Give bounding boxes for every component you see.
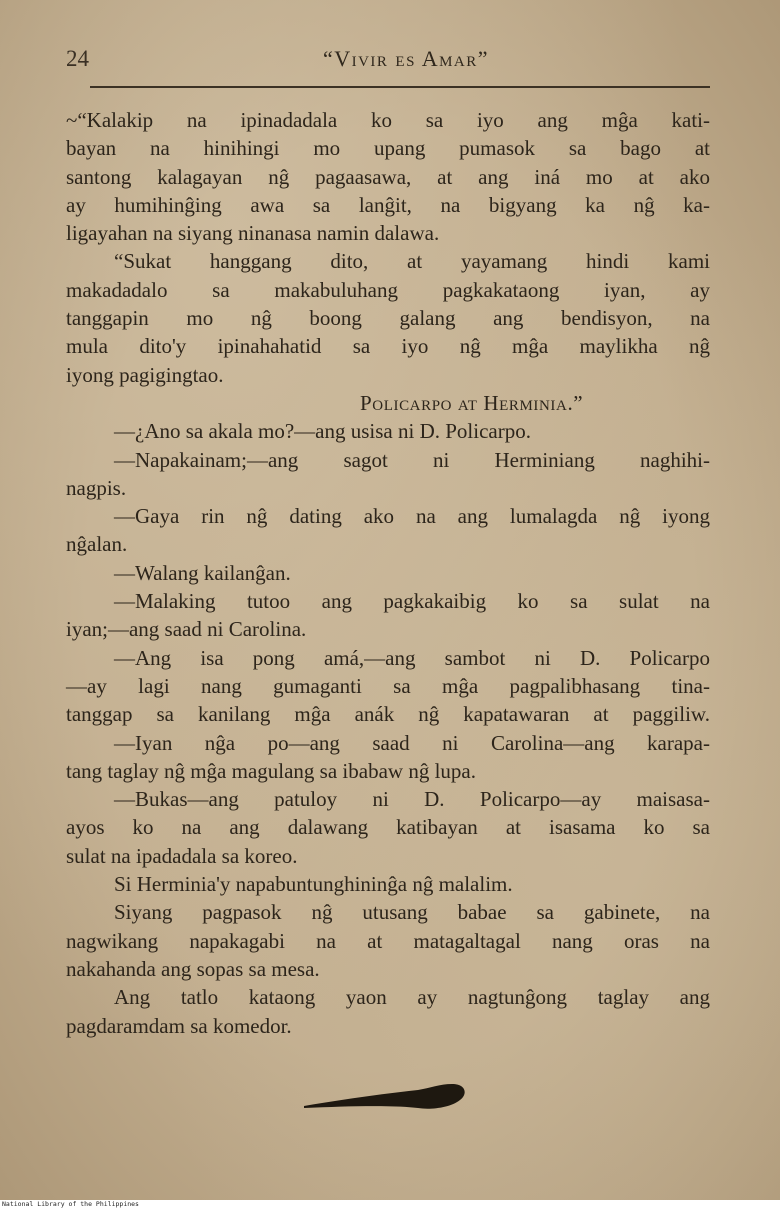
text-line: pagdaramdam sa komedor. (66, 1013, 292, 1038)
body-text (66, 106, 710, 1040)
scan-credit: National Library of the Philippines (2, 1200, 139, 1208)
text-line: tanggapin mo nĝ boong galang ang bendisyon, na (66, 306, 710, 331)
text-line: —ay lagi nang gumaganti sa mĝa pagpalibhasang tina- (66, 673, 710, 698)
text-line: bayan na hinihingi mo upang pumasok sa bago at (66, 136, 710, 161)
text-line: —Iyan nĝa po—ang saad ni Carolina—ang karapa- (114, 730, 710, 755)
text-line: tanggap sa kanilang mĝa anák nĝ kapatawaran at paggiliw. (66, 702, 710, 727)
text-line: —Napakainam;—ang sagot ni Herminiang naghihi- (114, 447, 710, 472)
tailpiece-flourish-icon (300, 1078, 470, 1114)
text-line: —Bukas—ang patuloy ni D. Policarpo—ay maisasa- (114, 787, 710, 812)
text-line: “Sukat hanggang dito, at yayamang hindi kami (114, 249, 710, 274)
text-line: iyan;—ang saad ni Carolina. (66, 617, 307, 642)
text-line: tang taglay nĝ mĝa magulang sa ibabaw nĝ lupa. (66, 758, 476, 783)
text-line: Ang tatlo kataong yaon ay nagtunĝong taglay ang (114, 985, 710, 1010)
text-line: —Walang kailanĝan. (114, 560, 291, 585)
text-line: nagwikang napakagabi na at matagaltagal nang oras na (66, 928, 710, 953)
text-line: mula dito'y ipinahahatid sa iyo nĝ mĝa maylikha nĝ (66, 334, 710, 359)
running-title: “Vivir es Amar” (322, 46, 490, 71)
text-line: iyong pagigingtao. (66, 362, 224, 387)
text-line: —Malaking tutoo ang pagkakaibig ko sa sulat na (114, 589, 710, 614)
text-line: Siyang pagpasok nĝ utusang babae sa gabinete, na (114, 900, 710, 925)
text-line: ay humihinĝing awa sa lanĝit, na bigyang ka nĝ ka- (66, 192, 710, 217)
text-line: ligayahan na siyang ninanasa namin dalawa. (66, 221, 440, 246)
text-line: nĝalan. (66, 532, 128, 557)
text-line: ayos ko na ang dalawang katibayan at isasama ko sa (66, 815, 710, 840)
letter-signature: Policarpo at Herminia.” (360, 390, 584, 415)
page-number: 24 (66, 46, 89, 71)
header-rule (90, 86, 710, 88)
text-line: —¿Ano sa akala mo?—ang usisa ni D. Policarpo. (114, 419, 531, 444)
text-line: nagpis. (66, 475, 127, 500)
text-line: ~“Kalakip na ipinadadala ko sa iyo ang mĝa kati- (66, 108, 710, 132)
text-line: nakahanda ang sopas sa mesa. (66, 956, 320, 981)
text-line: santong kalagayan nĝ pagaasawa, at ang iná mo at ako (66, 164, 710, 189)
text-line: sulat na ipadadala sa koreo. (66, 843, 298, 868)
text-line: —Ang isa pong amá,—ang sambot ni D. Policarpo (114, 645, 710, 670)
text-line: Si Herminia'y napabuntunghininĝa nĝ malalim. (114, 872, 513, 897)
page-header (66, 42, 706, 78)
text-line: makadadalo sa makabuluhang pagkakataong iyan, ay (66, 277, 710, 302)
text-line: —Gaya rin nĝ dating ako na ang lumalagda nĝ iyong (114, 504, 710, 529)
